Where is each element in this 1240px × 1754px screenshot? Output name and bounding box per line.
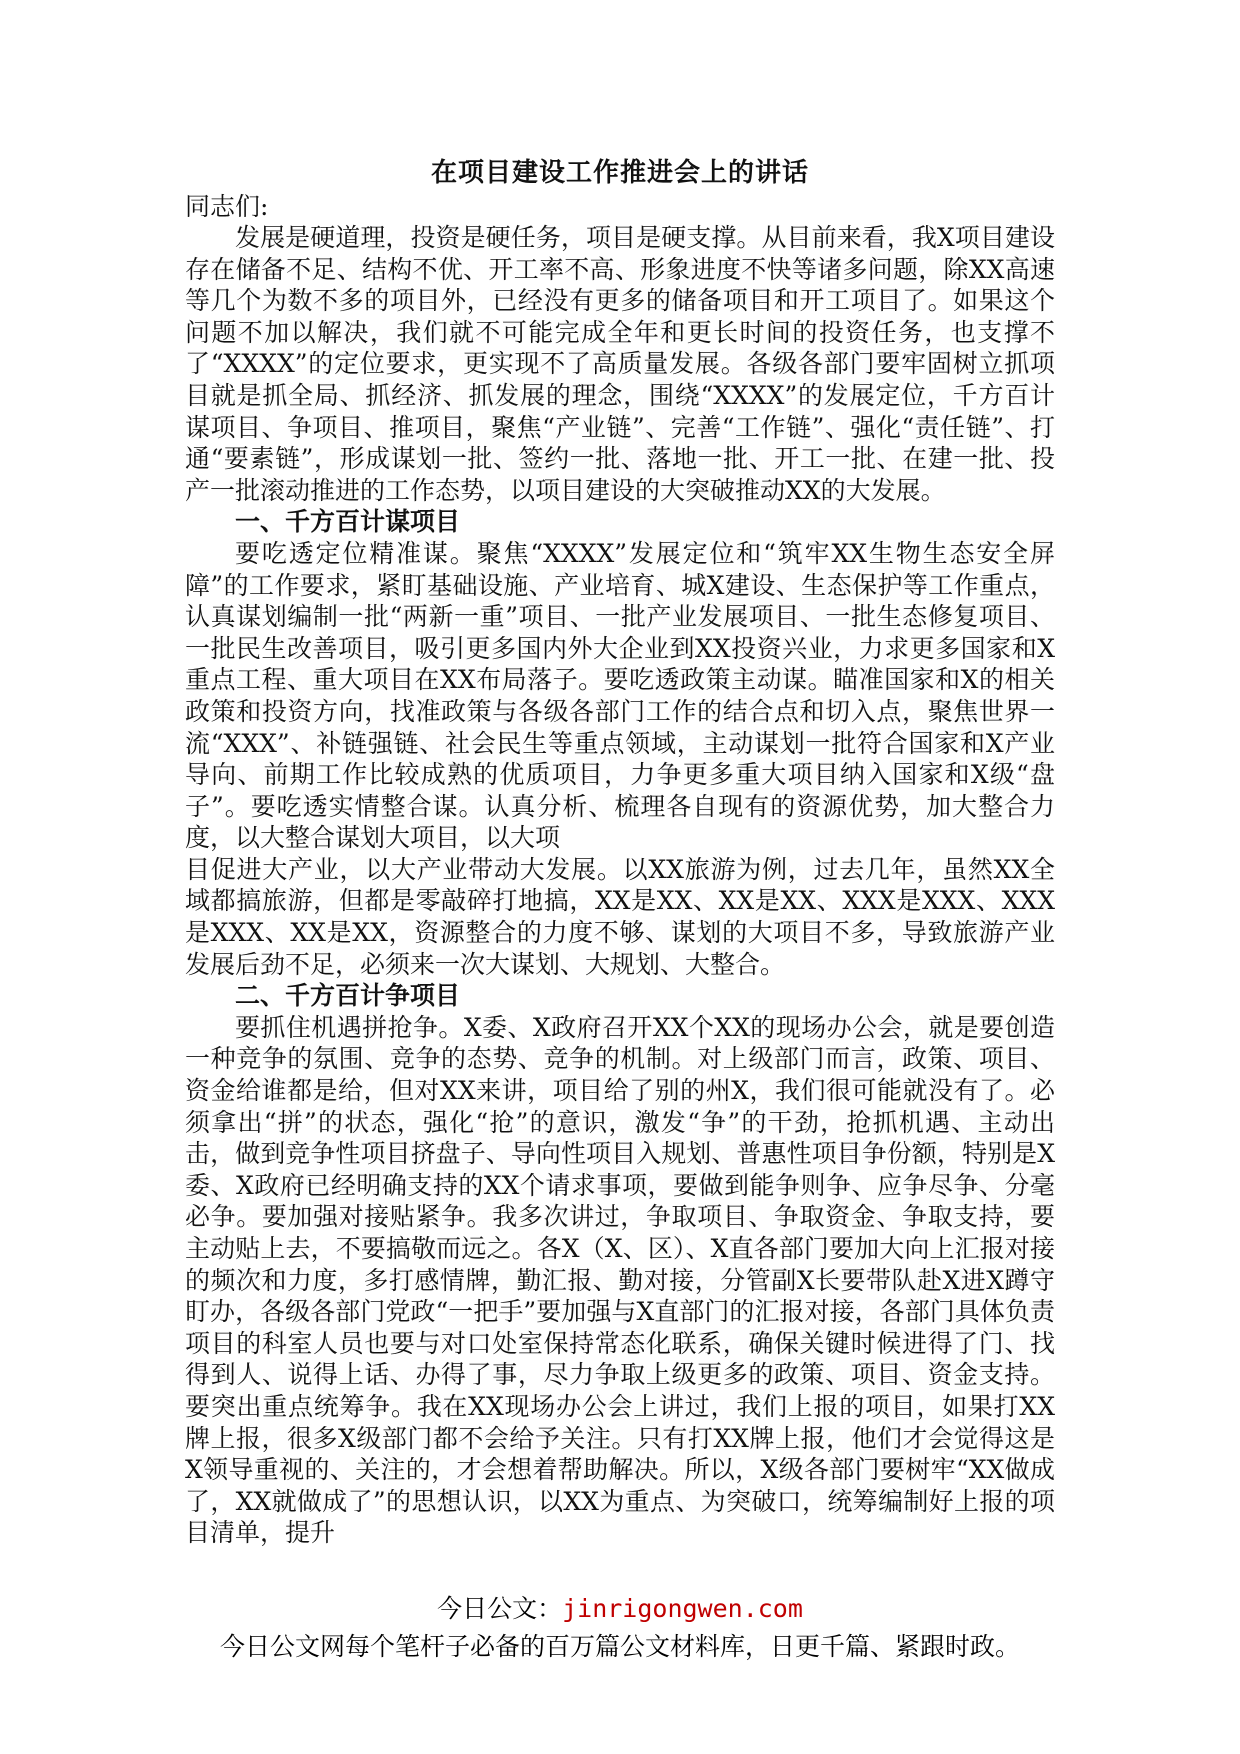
section-1-paragraph-continued: 目促进大产业，以大产业带动大发展。以XX旅游为例，过去几年，虽然XX全域都搞旅游，但都是零敲碎打地搞，XX是XX、XX是XX、XXX是XXX、XXX是XXX、XX是XX，资源整合的力度不够、谋划的大项目不多，导致旅游产业发展后劲不足，必须来一次大谋划、大规划、大整合。 — [185, 854, 1055, 979]
document-title: 在项目建设工作推进会上的讲话 — [430, 158, 809, 188]
section-1-paragraph: 要吃透定位精准谋。聚焦“XXXX”发展定位和“筑牢XX生物生态安全屏障”的工作要求，紧盯基础设施、产业培育、城X建设、生态保护等工作重点，认真谋划编制一批“两新一重”项目、一批产业发展项目、一批生态修复项目、一批民生改善项目，吸引更多国内外大企业到XX投资兴业，力求更多国家和X重点工程、重大项目在XX布局落子。要吃透政策主动谋。瞄准国家和X的相关政策和投资方向，找准政策与各级各部门工作的结合点和切入点，聚焦世界一流“XXX”、补链强链、社会民生等重点领域，主动谋划一批符合国家和X产业导向、前期工作比较成熟的优质项目，力争更多重大项目纳入国家和X级“盘子”。要吃透实情整合谋。认真分析、梳理各自现有的资源优势，加大整合力度，以大整合谋划大项目，以大项 — [185, 538, 1055, 853]
footer-label: 今日公文： — [437, 1594, 563, 1623]
section-2-heading: 二、千方百计争项目 — [235, 981, 461, 1011]
section-2-paragraph: 要抓住机遇拼抢争。X委、X政府召开XX个XX的现场办公会，就是要创造一种竞争的氛围、竞争的态势、竞争的机制。对上级部门而言，政策、项目、资金给谁都是给，但对XX来讲，项目给了别的州X，我们很可能就没有了。必须拿出“拼”的状态，强化“抢”的意识，激发“争”的干劲，抢抓机遇、主动出击，做到竞争性项目挤盘子、导向性项目入规划、普惠性项目争份额，特别是X委、X政府已经明确支持的XX个请求事项，要做到能争则争、应争尽争、分毫必争。要加强对接贴紧争。我多次讲过，争取项目、争取资金、争取支持，要主动贴上去，不要搞敬而远之。各X（X、区）、X直各部门要加大向上汇报对接的频次和力度，多打感情牌，勤汇报、勤对接，分管副X长要带队赴X进X蹲守盯办，各级各部门党政“一把手”要加强与X直部门的汇报对接，各部门具体负责项目的科室人员也要与对口处室保持常态化联系，确保关键时候进得了门、找得到人、说得上话、办得了事，尽力争取上级更多的政策、项目、资金支持。要突出重点统筹争。我在XX现场办公会上讲过，我们上报的项目，如果打XX牌上报，很多X级部门都不会给予关注。只有打XX牌上报，他们才会觉得这是X领导重视的、关注的，才会想着帮助解决。所以，X级各部门要树牢“XX做成了，XX就做成了”的思想认识，以XX为重点、为突破口，统筹编制好上报的项目清单，提升 — [185, 1012, 1055, 1548]
footer-site-line — [0, 1592, 1240, 1626]
document-body — [185, 155, 1055, 1549]
footer-slogan: 今日公文网每个笔杆子必备的百万篇公文材料库，日更千篇、紧跟时政。 — [219, 1632, 1020, 1661]
section-1-heading: 一、千方百计谋项目 — [235, 507, 461, 537]
footer-site-link[interactable]: jinrigongwen.com — [562, 1594, 803, 1623]
greeting: 同志们: — [185, 192, 269, 221]
intro-paragraph: 发展是硬道理，投资是硬任务，项目是硬支撑。从目前来看，我X项目建设存在储备不足、结构不优、开工率不高、形象进度不快等诸多问题，除XX高速等几个为数不多的项目外，已经没有更多的储备项目和开工项目了。如果这个问题不加以解决，我们就不可能完成全年和更长时间的投资任务，也支撑不了“XXXX”的定位要求，更实现不了高质量发展。各级各部门要牢固树立抓项目就是抓全局、抓经济、抓发展的理念，围绕“XXXX”的发展定位，千方百计谋项目、争项目、推项目，聚焦“产业链”、完善“工作链”、强化“责任链”、打通“要素链”，形成谋划一批、签约一批、落地一批、开工一批、在建一批、投产一批滚动推进的工作态势，以项目建设的大突破推动XX的大发展。 — [185, 223, 1055, 505]
